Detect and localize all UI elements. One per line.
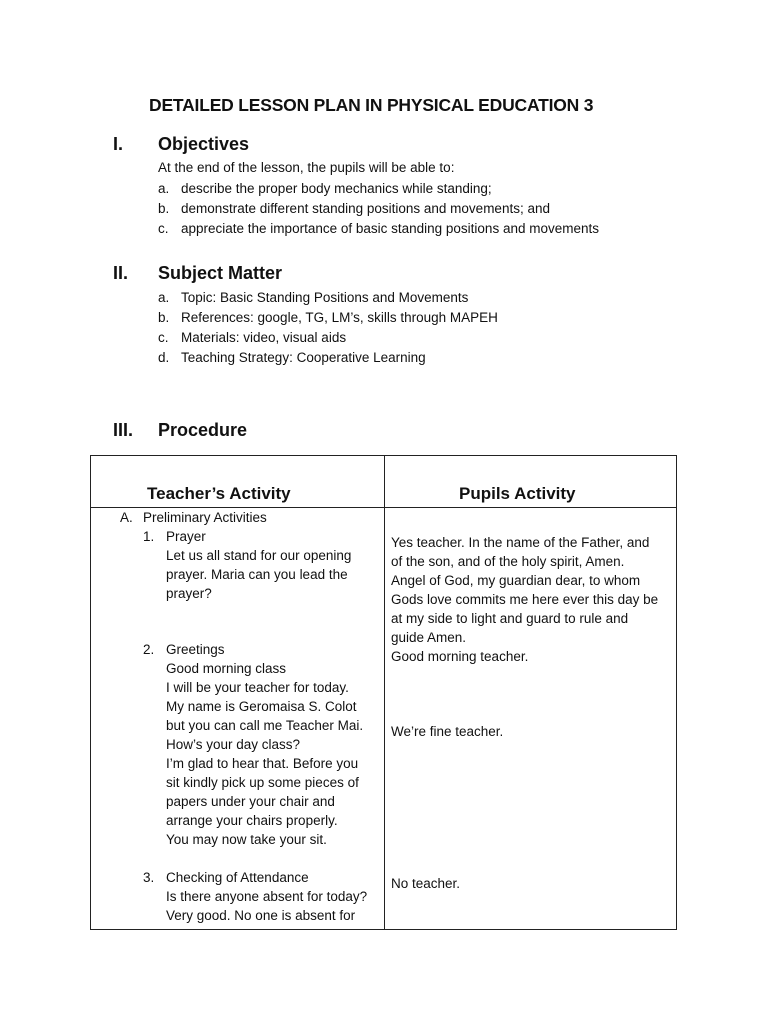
pupil-response: Good morning teacher. — [391, 649, 529, 664]
pupil-response: guide Amen. — [391, 630, 467, 645]
section-number-procedure: III. — [113, 420, 134, 440]
subject-marker: d. — [158, 350, 170, 365]
pupils-activity-header: Pupils Activity — [459, 484, 576, 503]
pupil-response: Yes teacher. In the name of the Father, and — [391, 535, 650, 550]
section-number-objectives: I. — [113, 134, 124, 154]
step-text: I will be your teacher for today. — [166, 680, 349, 695]
document-title: DETAILED LESSON PLAN IN PHYSICAL EDUCATION 3 — [149, 95, 594, 115]
step-text: arrange your chairs properly. — [166, 813, 338, 828]
pupil-response: Angel of God, my guardian dear, to whom — [391, 573, 641, 588]
step-text: You may now take your sit. — [166, 832, 327, 847]
objective-item: describe the proper body mechanics while standing; — [181, 181, 492, 196]
step-title: Prayer — [166, 529, 206, 544]
step-text: Let us all stand for our opening — [166, 548, 352, 563]
subject-marker: a. — [158, 290, 170, 305]
objective-item: demonstrate different standing positions and movements; and — [181, 201, 550, 216]
section-heading-subject-matter: Subject Matter — [158, 263, 283, 283]
section-number-subject-matter: II. — [113, 263, 129, 283]
objective-item: appreciate the importance of basic standing positions and movements — [181, 221, 599, 236]
pupil-response: of the son, and of the holy spirit, Amen. — [391, 554, 625, 569]
step-text: prayer? — [166, 586, 212, 601]
step-text: My name is Geromaisa S. Colot — [166, 699, 357, 714]
objective-marker: b. — [158, 201, 170, 216]
pupil-response: Gods love commits me here ever this day be — [391, 592, 659, 607]
subject-item: Teaching Strategy: Cooperative Learning — [181, 350, 426, 365]
step-number: 2. — [143, 642, 155, 657]
step-title: Greetings — [166, 642, 225, 657]
step-number: 1. — [143, 529, 155, 544]
subject-item: Materials: video, visual aids — [181, 330, 347, 345]
teacher-activity-header: Teacher’s Activity — [147, 484, 291, 503]
section-title: Preliminary Activities — [143, 510, 267, 525]
step-number: 3. — [143, 870, 155, 885]
subject-item: Topic: Basic Standing Positions and Movements — [181, 290, 469, 305]
step-text: Good morning class — [166, 661, 287, 676]
step-text: but you can call me Teacher Mai. — [166, 718, 364, 733]
section-heading-objectives: Objectives — [158, 134, 250, 154]
section-marker: A. — [120, 510, 133, 525]
step-text: Very good. No one is absent for — [166, 908, 356, 923]
step-text: I’m glad to hear that. Before you — [166, 756, 359, 771]
subject-item: References: google, TG, LM’s, skills through MAPEH — [181, 310, 498, 325]
step-text: prayer. Maria can you lead the — [166, 567, 348, 582]
step-text: Is there anyone absent for today? — [166, 889, 368, 904]
subject-marker: c. — [158, 330, 169, 345]
pupil-response: No teacher. — [391, 876, 461, 891]
procedure-table — [90, 455, 677, 930]
section-heading-procedure: Procedure — [158, 420, 248, 440]
subject-marker: b. — [158, 310, 170, 325]
step-title: Checking of Attendance — [166, 870, 309, 885]
pupil-response: We’re fine teacher. — [391, 724, 504, 739]
objectives-intro: At the end of the lesson, the pupils will be able to: — [158, 160, 455, 175]
step-text: How’s your day class? — [166, 737, 301, 752]
column-divider — [384, 456, 385, 929]
step-text: sit kindly pick up some pieces of — [166, 775, 359, 790]
objective-marker: a. — [158, 181, 170, 196]
step-text: papers under your chair and — [166, 794, 335, 809]
objective-marker: c. — [158, 221, 169, 236]
pupil-response: at my side to light and guard to rule and — [391, 611, 629, 626]
